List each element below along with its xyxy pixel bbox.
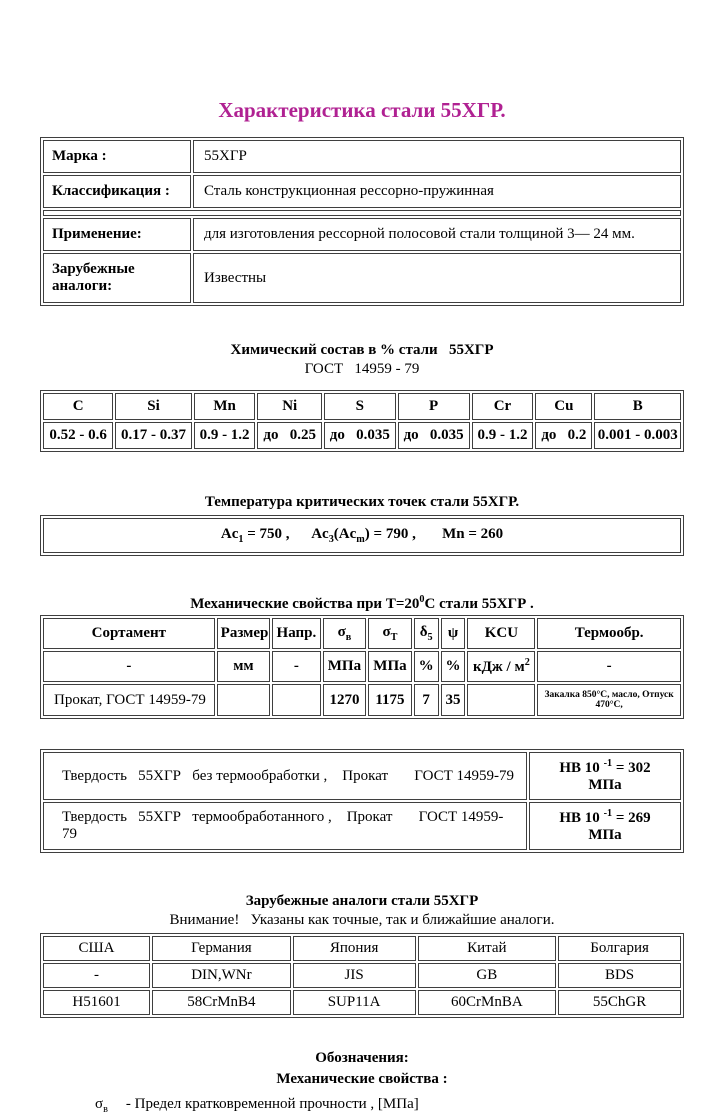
mech-unit-napr: - bbox=[272, 651, 321, 682]
mech-unit-razmer: мм bbox=[217, 651, 270, 682]
mech-col-razmer: Размер bbox=[217, 618, 270, 649]
info-label-analogi: Зарубежные аналоги: bbox=[43, 253, 191, 303]
mech-col-sigma-v: $\sigma_в$ bbox=[323, 618, 367, 649]
chem-val-cr: 0.9 - 1.2 bbox=[472, 422, 534, 449]
analog-grade-germany: 58CrMnB4 bbox=[152, 990, 291, 1015]
analog-std-germany: DIN,WNr bbox=[152, 963, 291, 988]
analog-country-china: Китай bbox=[418, 936, 557, 961]
chemistry-subheading: ГОСТ 14959 - 79 bbox=[304, 361, 420, 377]
hardness-value-treated: НВ 10 $^{-1}$ = 269 МПа bbox=[529, 802, 681, 850]
analog-std-usa: - bbox=[43, 963, 150, 988]
table-row bbox=[43, 175, 681, 208]
table-row bbox=[43, 936, 681, 961]
mech-col-delta5: $\delta_5$ bbox=[414, 618, 439, 649]
chem-val-si: 0.17 - 0.37 bbox=[115, 422, 192, 449]
mech-col-termoobr: Термообр. bbox=[537, 618, 681, 649]
analog-grade-bulgaria: 55ChGR bbox=[558, 990, 681, 1015]
table-row bbox=[43, 684, 681, 716]
mech-unit-sortament: - bbox=[43, 651, 215, 682]
analog-country-germany: Германия bbox=[152, 936, 291, 961]
notation-heading: Обозначения: bbox=[315, 1050, 409, 1066]
table-row bbox=[43, 963, 681, 988]
mech-table bbox=[40, 615, 684, 719]
chem-val-c: 0.52 - 0.6 bbox=[43, 422, 113, 449]
mech-data-sortament: Прокат, ГОСТ 14959-79 bbox=[43, 684, 215, 716]
hardness-value-raw: НВ 10 $^{-1}$ = 302 МПа bbox=[529, 752, 681, 800]
mech-data-sigma-v: 1270 bbox=[323, 684, 367, 716]
info-value-klassifikaciya: Сталь конструкционная рессорно-пружинная bbox=[193, 175, 681, 208]
analogs-heading: Зарубежные аналоги стали 55ХГР bbox=[245, 893, 479, 909]
mech-unit-psi: % bbox=[441, 651, 466, 682]
notation-subheading: Механические свойства : bbox=[276, 1071, 448, 1087]
info-value-analogi: Известны bbox=[193, 253, 681, 303]
chem-col-ni: Ni bbox=[257, 393, 322, 420]
analog-country-bulgaria: Болгария bbox=[558, 936, 681, 961]
mech-unit-kcu: кДж / $м^2$ bbox=[467, 651, 535, 682]
chem-val-mn: 0.9 - 1.2 bbox=[194, 422, 256, 449]
analog-country-japan: Япония bbox=[293, 936, 416, 961]
mech-heading: Механические свойства при $Т=20^0С$ стали 55ХГР . bbox=[190, 594, 534, 612]
chem-col-cr: Cr bbox=[472, 393, 534, 420]
info-value-marka: 55ХГР bbox=[193, 140, 681, 173]
table-row bbox=[43, 218, 681, 251]
table-row bbox=[43, 752, 681, 800]
analog-grade-japan: SUP11A bbox=[293, 990, 416, 1015]
critical-points-table bbox=[40, 515, 684, 556]
table-row bbox=[43, 990, 681, 1015]
analog-country-usa: США bbox=[43, 936, 150, 961]
chem-val-cu: до 0.2 bbox=[535, 422, 592, 449]
info-table bbox=[40, 137, 684, 306]
analogs-table bbox=[40, 933, 684, 1018]
hardness-desc-treated: Твердость 55ХГР термообработанного , Прокат ГОСТ 14959-79 bbox=[43, 802, 527, 850]
mech-data-kcu bbox=[467, 684, 535, 716]
chem-col-s: S bbox=[324, 393, 396, 420]
hardness-desc-raw: Твердость 55ХГР без термообработки , Прокат ГОСТ 14959-79 bbox=[43, 752, 527, 800]
analog-std-china: GB bbox=[418, 963, 557, 988]
table-row bbox=[43, 618, 681, 649]
mech-col-napr: Напр. bbox=[272, 618, 321, 649]
analog-std-bulgaria: BDS bbox=[558, 963, 681, 988]
mech-col-sortament: Сортамент bbox=[43, 618, 215, 649]
mech-data-psi: 35 bbox=[441, 684, 466, 716]
table-row bbox=[43, 253, 681, 303]
table-row bbox=[43, 140, 681, 173]
chem-col-cu: Cu bbox=[535, 393, 592, 420]
mech-unit-termoobr: - bbox=[537, 651, 681, 682]
table-row bbox=[43, 802, 681, 850]
chem-col-c: C bbox=[43, 393, 113, 420]
chem-col-b: B bbox=[594, 393, 681, 420]
sigma-description: - Предел кратковременной прочности , [МПа] bbox=[125, 1096, 419, 1112]
chemistry-table bbox=[40, 390, 684, 452]
table-row-spacer bbox=[43, 210, 681, 216]
info-value-primenenie: для изготовления рессорной полосовой стали толщиной 3— 24 мм. bbox=[193, 218, 681, 251]
chem-val-b: 0.001 - 0.003 bbox=[594, 422, 681, 449]
mech-col-psi: ψ bbox=[441, 618, 466, 649]
table-row bbox=[43, 393, 681, 420]
critical-points-heading: Температура критических точек стали 55ХГР. bbox=[204, 494, 520, 510]
chem-val-s: до 0.035 bbox=[324, 422, 396, 449]
chem-col-mn: Mn bbox=[194, 393, 256, 420]
mech-data-razmer bbox=[217, 684, 270, 716]
table-row bbox=[43, 422, 681, 449]
mech-col-sigma-t: $\sigma_Т$ bbox=[368, 618, 412, 649]
table-row bbox=[43, 651, 681, 682]
mech-data-napr bbox=[272, 684, 321, 716]
notation-sigma-line bbox=[95, 1096, 684, 1115]
chemistry-heading: Химический состав в % стали 55ХГР bbox=[230, 342, 494, 358]
mech-data-delta5: 7 bbox=[414, 684, 439, 716]
chem-val-p: до 0.035 bbox=[398, 422, 470, 449]
mech-data-sigma-t: 1175 bbox=[368, 684, 412, 716]
info-label-primenenie: Применение: bbox=[43, 218, 191, 251]
mech-unit-sigma-v: МПа bbox=[323, 651, 367, 682]
chem-val-ni: до 0.25 bbox=[257, 422, 322, 449]
table-row bbox=[43, 518, 681, 553]
spacer-cell bbox=[43, 210, 681, 216]
critical-points-value: $Ac_1 = 750$ , $Ac_3(Ac_m) = 790$ , Mn = 260 bbox=[43, 518, 681, 553]
info-label-marka: Марка : bbox=[43, 140, 191, 173]
page-title: Характеристика стали 55ХГР. bbox=[218, 98, 506, 122]
analog-grade-usa: H51601 bbox=[43, 990, 150, 1015]
analogs-note: Внимание! Указаны как точные, так и ближайшие аналоги. bbox=[169, 912, 555, 928]
analog-std-japan: JIS bbox=[293, 963, 416, 988]
chem-col-si: Si bbox=[115, 393, 192, 420]
chem-col-p: P bbox=[398, 393, 470, 420]
mech-col-kcu: KCU bbox=[467, 618, 535, 649]
sigma-symbol: $\sigma_в$ bbox=[95, 1096, 108, 1115]
mech-data-termoobr: Закалка 850°С, масло, Отпуск 470°С, bbox=[537, 684, 681, 716]
analog-grade-china: 60CrMnBA bbox=[418, 990, 557, 1015]
mech-unit-sigma-t: МПа bbox=[368, 651, 412, 682]
info-label-klassifikaciya: Классификация : bbox=[43, 175, 191, 208]
hardness-table bbox=[40, 749, 684, 853]
mech-unit-delta5: % bbox=[414, 651, 439, 682]
